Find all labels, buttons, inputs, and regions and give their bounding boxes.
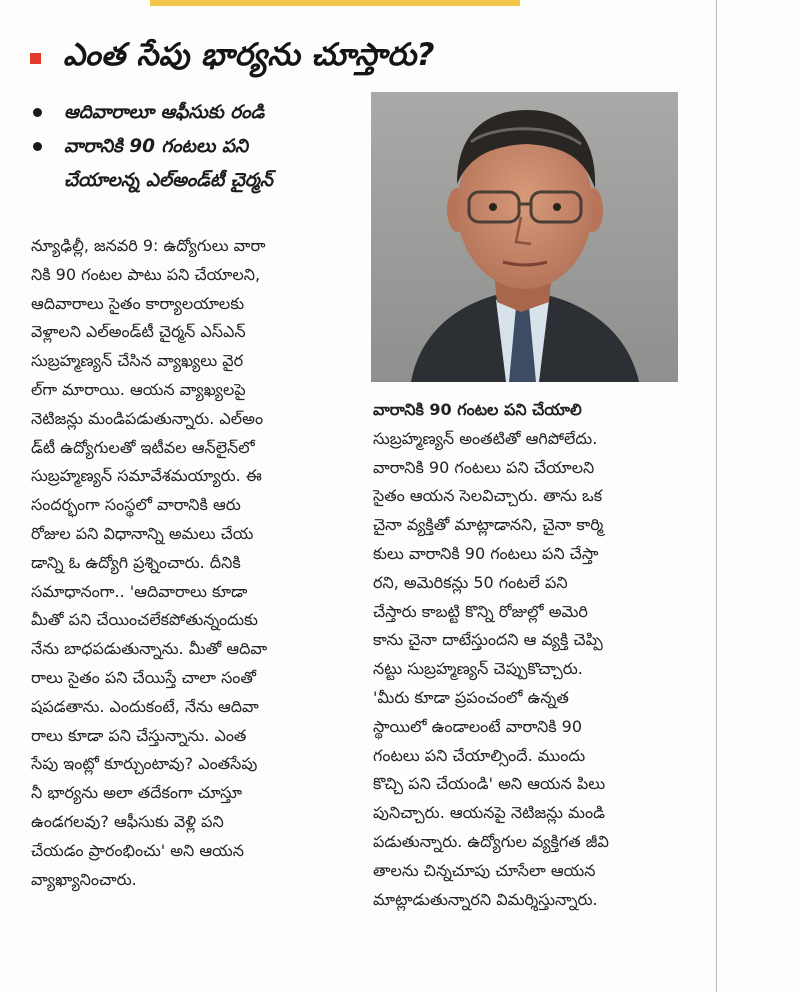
article-line: పడుతున్నారు. ఉద్యోగుల వ్యక్తిగత జీవి — [373, 831, 609, 851]
article-line: సైతం ఆయన సెలవిచ్చారు. తాను ఒక — [373, 486, 603, 506]
bullet-text: ఆదివారాలూ ఆఫీసుకు రండి — [64, 102, 265, 123]
article-line: సుబ్రహ్మణ్యన్ సమావేశమయ్యారు. ఈ — [31, 466, 262, 486]
article-line: చేస్తారు కాబట్టి కొన్ని రోజుల్లో అమెరి — [373, 601, 588, 621]
bullet-list — [30, 96, 365, 198]
chairman-photo — [371, 92, 678, 382]
article-line: ఉండగలవు? ఆఫీసుకు వెళ్లి పని — [31, 811, 224, 831]
article-line: తాలను చిన్నచూపు చూసేలా ఆయన — [373, 860, 596, 880]
article-line: సేపు ఇంట్లో కూర్చుంటావు? ఎంతసేపు — [31, 754, 258, 774]
article-line: నేను బాధపడుతున్నాను. మీతో ఆదివా — [31, 639, 268, 659]
article-subhead: వారానికి 90 గంటల పని చేయాలి — [373, 400, 582, 419]
bullet-text: వారానికి 90 గంటలు పని — [64, 136, 248, 157]
article-line: డ్‌టీ ఉద్యోగులతో ఇటీవల ఆన్‌లైన్‌లో — [31, 437, 255, 457]
article-line: సమాధానంగా.. 'ఆదివారాలు కూడా — [31, 581, 248, 601]
right-article-column — [373, 396, 708, 914]
top-accent-bar — [150, 0, 520, 6]
article-line: స్థాయిలో ఉండాలంటే వారానికి 90 — [373, 716, 583, 736]
article-line: వెళ్లాలని ఎల్‌అండ్‌టీ చైర్మన్ ఎస్‌ఎన్ — [31, 322, 246, 342]
headline-text: ఎంత సేపు భార్యను చూస్తారు? — [63, 36, 435, 73]
article-line: రోజుల పని విధానాన్ని అమలు చేయ — [31, 523, 254, 543]
article-line: పునిచ్చారు. ఆయనపై నెటిజన్లు మండి — [373, 803, 605, 823]
article-line: డాన్ని ఓ ఉద్యోగి ప్రశ్నించారు. దీనికి — [31, 552, 241, 572]
article-line: 'మీరు కూడా ప్రపంచంలో ఉన్నత — [373, 687, 569, 707]
article-line: చైనా వ్యక్తితో మాట్లాడానని, చైనా కార్మి — [373, 515, 604, 535]
column-rule — [716, 0, 717, 992]
article-line: సుబ్రహ్మణ్యన్ అంతటితో ఆగిపోలేదు. — [373, 428, 598, 448]
article-line: ల్‌గా మారాయి. ఆయన వ్యాఖ్యలపై — [31, 379, 246, 399]
article-line: కులు వారానికి 90 గంటలు పని చేస్తా — [373, 543, 599, 563]
article-line: నెటిజన్లు మండిపడుతున్నారు. ఎల్‌అం — [31, 408, 264, 428]
article-line: కాను చైనా దాటేస్తుందని ఆ వ్యక్తి చెప్పి — [373, 630, 603, 650]
article-line: నికి 90 గంటల పాటు పని చేయాలని, — [31, 264, 261, 284]
headline — [30, 30, 710, 86]
article-line: చేయడం ప్రారంభించు' అని ఆయన — [31, 840, 244, 860]
article-line: నీ భార్యను అలా తదేకంగా చూస్తూ — [31, 783, 243, 803]
bullet-dot-icon — [33, 108, 42, 117]
article-line: మాట్లాడుతున్నారని విమర్శిస్తున్నారు. — [373, 889, 598, 909]
article-line: గంటలు పని చేయాల్సిందే. ముందు — [373, 745, 586, 765]
bullet-dot-icon — [33, 142, 42, 151]
red-square-icon — [30, 53, 41, 64]
article-line: సుబ్రహ్మణ్యన్ చేసిన వ్యాఖ్యలు వైర — [31, 351, 244, 371]
bullet-item — [30, 130, 365, 164]
bullet-text-continued: చేయాలన్న ఎల్‌అండ్‌టీ చైర్మన్ — [64, 170, 273, 191]
portrait-illustration — [371, 92, 678, 382]
article-line: రాలు కూడా పని చేస్తున్నాను. ఎంత — [31, 725, 247, 745]
left-article-column — [31, 232, 359, 894]
article-line: రని, అమెరికన్లు 50 గంటలే పని — [373, 572, 568, 592]
article-line: సందర్భంగా సంస్థలో వారానికి ఆరు — [31, 495, 241, 515]
article-line: మీతో పని చేయించలేకపోతున్నందుకు — [31, 610, 258, 630]
article-line: నట్టు సుబ్రహ్మణ్యన్ చెప్పుకొచ్చారు. — [373, 659, 583, 679]
article-line: వ్యాఖ్యానించారు. — [31, 869, 137, 889]
article-line: న్యూఢిల్లీ, జనవరి 9: ఉద్యోగులు వారా — [31, 236, 266, 255]
article-line: షపడతాను. ఎందుకంటే, నేను ఆదివా — [31, 696, 259, 716]
article-line: ఆదివారాలు సైతం కార్యాలయాలకు — [31, 293, 245, 313]
article-line: కొచ్చి పని చేయండి' అని ఆయన పిలు — [373, 774, 606, 794]
article-line: వారానికి 90 గంటలు పని చేయాలని — [373, 457, 595, 477]
bullet-item — [30, 96, 365, 130]
article-line: రాలు సైతం పని చేయిస్తే చాలా సంతో — [31, 667, 257, 687]
